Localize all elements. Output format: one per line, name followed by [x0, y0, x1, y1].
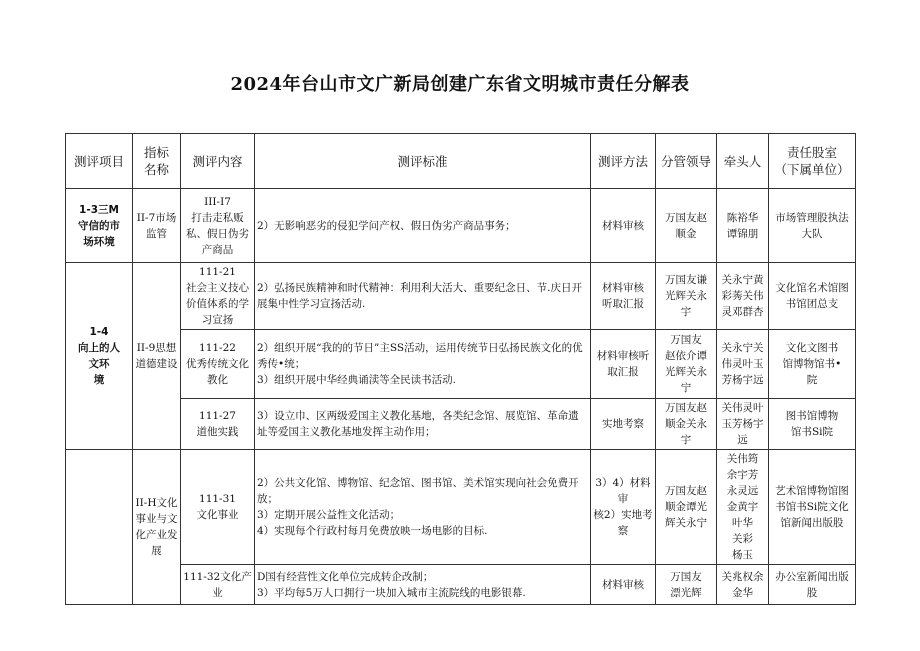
header-lead-person: 牵头人	[717, 134, 769, 189]
cell-leader: 万国友赵 顺金	[656, 189, 717, 263]
table-row	[66, 399, 856, 450]
header-department: 责任股室 （下属单位）	[769, 134, 856, 189]
responsibility-table	[65, 133, 856, 605]
cell-standard: 3）设立巾、区两级爱国主义教化基地，各类纪念馆、展览馆、革命遗址等爱国主义教化基地发挥主动作用；	[255, 399, 591, 450]
header-indicator: 指标 名称	[133, 134, 181, 189]
cell-indicator: II-7市场 监管	[133, 189, 181, 263]
cell-lead-person: 陈裕华 谭锦朋	[717, 189, 769, 263]
cell-standard: 2）组织开展“我的的节日”主SS活动，运用传统节日弘扬民族文化的优秀传•统； 3）组织开展中华经典诵渎等全民读书活动.	[255, 330, 591, 399]
cell-item-blank	[66, 450, 133, 565]
cell-method: 材料审核听 取汇报	[591, 330, 656, 399]
cell-standard: 2）无影响恶劣的侵犯学问产权、假日伪劣产商品事务；	[255, 189, 591, 263]
cell-department: 办公室新闻出版 股	[769, 565, 856, 605]
cell-content: 111-27 道他实践	[181, 399, 255, 450]
cell-department: 图书馆博物 馆书Si院	[769, 399, 856, 450]
header-method: 测评方法	[591, 134, 656, 189]
cell-content: 111-21 社会主义技心 价值体系的学 习宣扬	[181, 263, 255, 330]
cell-department: 文化文图书 馆博物馆书• 院	[769, 330, 856, 399]
cell-department: 艺术馆博物馆图 书馆书Si院文化 馆新闻出版股	[769, 450, 856, 565]
cell-method: 3）4）材料审 核2）实地考 察	[591, 450, 656, 565]
cell-method: 材料审核	[591, 189, 656, 263]
cell-content: 111-22 优秀传统文化 教化	[181, 330, 255, 399]
cell-item-blank	[66, 565, 133, 605]
cell-lead-person: 关伟筠 余宇芳 永灵远 金黄宇 叶华 关彩 杨玉	[717, 450, 769, 565]
header-content: 测评内容	[181, 134, 255, 189]
cell-department: 市场管理股执法 大队	[769, 189, 856, 263]
table-row	[66, 565, 856, 605]
header-standard: 测评标准	[255, 134, 591, 189]
cell-lead-person: 关永宁黄 彩莠关伟 灵邓群杏	[717, 263, 769, 330]
cell-indicator: II-9思想 道德建设	[133, 263, 181, 450]
table-row	[66, 263, 856, 330]
table-row	[66, 189, 856, 263]
cell-lead-person: 关永宁关 伟灵叶玉 芳杨宇远	[717, 330, 769, 399]
cell-item: 1-3三M 守信的市 场环境	[66, 189, 133, 263]
cell-method: 实地考察	[591, 399, 656, 450]
cell-leader: 万国友赵 顺金谭光 辉关永宁	[656, 450, 717, 565]
cell-lead-person: 关伟灵叶 玉芳杨宇 远	[717, 399, 769, 450]
table-row	[66, 330, 856, 399]
cell-standard: 2）弘扬民族精神和时代精神：利用利大活大、重要纪念日、节.庆日开展集中性学习宣扬活动.	[255, 263, 591, 330]
cell-indicator: II-H文化 事业与文 化产业发 展	[133, 450, 181, 605]
cell-standard: D国有经营性文化单位完成转企改制； 3）平均每5万人口拥行一块加入城市主流院线的电影银幕.	[255, 565, 591, 605]
cell-leader: 万国友 漂光辉	[656, 565, 717, 605]
cell-method: 材料审核	[591, 565, 656, 605]
header-item: 测评项目	[66, 134, 133, 189]
cell-content: III-I7 打击走私贩 私、假日伪劣 产商品	[181, 189, 255, 263]
cell-leader: 万国友 赵依介谭 光辉关永 宁	[656, 330, 717, 399]
cell-content: 111-32文化产 业	[181, 565, 255, 605]
cell-lead-person: 关兆权余 金华	[717, 565, 769, 605]
cell-item: 1-4 向上的人 文环 境	[66, 263, 133, 450]
cell-standard: 2）公共文化馆、博物馆、纪念馆、图书馆、美术馆实现向社会免费开放； 3）定期开展公益性文化活动； 4）实现每个行政村每月免费放映一场电影的目标.	[255, 450, 591, 565]
header-row	[66, 134, 856, 189]
cell-leader: 万国友赵 顺金关永 宇	[656, 399, 717, 450]
table-row	[66, 450, 856, 565]
header-leader: 分管领导	[656, 134, 717, 189]
cell-content: 111-31 文化事业	[181, 450, 255, 565]
document-title: 2024年台山市文广新局创建广东省文明城市责任分解表	[230, 74, 690, 95]
cell-method: 材料审核 听取汇报	[591, 263, 656, 330]
cell-department: 文化馆名术馆图 书馆团总支	[769, 263, 856, 330]
cell-leader: 万国友谦 光辉关永 宇	[656, 263, 717, 330]
